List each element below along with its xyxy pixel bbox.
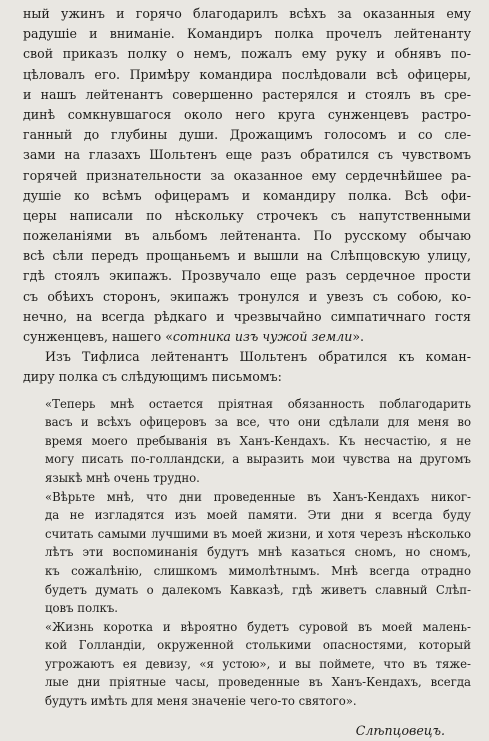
paragraph-main-last-line bbox=[23, 327, 471, 347]
letter-paragraph-3 bbox=[23, 618, 471, 711]
italic-phrase: сотника изъ чужой земли bbox=[172, 329, 353, 344]
quote-line: могу писать по-голландски, а выразить мои чувства на другомъ bbox=[45, 452, 471, 467]
text-line: диру полка съ слѣдующимъ письмомъ: bbox=[23, 369, 282, 385]
text-line: пожеланіями въ альбомъ лейтенанта. По русскому обычаю bbox=[23, 228, 471, 244]
text-run: ». bbox=[352, 329, 365, 344]
quote-line: цовъ полкъ. bbox=[45, 601, 118, 616]
quote-line: считать самыми лучшими въ моей жизни, и хотя черезъ нѣсколько bbox=[45, 526, 471, 541]
quote-line: лые дни пріятные часы, проведенные въ Ханъ-Кендахъ, всегда bbox=[45, 675, 471, 690]
quote-line: кой Голландіи, окруженной столькими опасностями, который bbox=[45, 638, 471, 653]
text-run: сунженцевъ, нашего « bbox=[23, 329, 173, 344]
text-line: гдѣ стоялъ экипажъ. Прозвучало еще разъ сердечное прости bbox=[23, 268, 471, 284]
text-line: нечно, на всегда рѣдкаго и чрезвычайно симпатичнаго гостя bbox=[23, 308, 471, 324]
text-line: зами на глазахъ Шольтенъ еще разъ обратился съ чувствомъ bbox=[23, 147, 471, 163]
letter-paragraph-2 bbox=[23, 488, 471, 618]
text-line: Изъ Тифлиса лейтенантъ Шольтенъ обратился къ коман- bbox=[45, 349, 471, 365]
quote-line: лѣтъ эти воспоминанія будутъ мнѣ казаться сномъ, но сномъ, bbox=[45, 545, 471, 560]
text-line: съ обѣихъ сторонъ, экипажъ тронулся и увезъ съ собою, ко- bbox=[23, 288, 471, 304]
quote-line: да не изгладятся изъ моей памяти. Эти дни я всегда буду bbox=[45, 508, 471, 523]
text-line: и нашъ лейтенантъ совершенно растерялся и стоялъ въ сре- bbox=[23, 86, 471, 102]
text-line: цѣловалъ его. Примѣру командира послѣдовали всѣ офицеры, bbox=[23, 66, 471, 82]
quote-line: «Жизнь коротка и вѣроятно будетъ суровой въ моей малень- bbox=[45, 619, 471, 634]
text-line: ганный до глубины души. Дрожащимъ голосомъ и со сле- bbox=[23, 127, 471, 143]
text-line: горячей признательности за оказанное ему сердечнѣйшее ра- bbox=[23, 167, 471, 183]
text-line: динѣ сомкнувшагося около него круга сунженцевъ растро- bbox=[23, 106, 471, 122]
signature: Слѣпцовецъ. bbox=[355, 722, 445, 738]
letter-paragraph-1 bbox=[23, 395, 471, 488]
quote-line: будутъ имѣть для меня значеніе чего-то святого». bbox=[45, 694, 357, 709]
text-line: радушіе и вниманіе. Командиръ полка прочелъ лейтенанту bbox=[23, 26, 471, 42]
paragraph-letter-intro bbox=[23, 347, 471, 387]
text-line: ный ужинъ и горячо благодарилъ всѣхъ за оказанныя ему bbox=[23, 6, 471, 21]
quote-line: «Теперь мнѣ остается пріятная обязанность поблагодарить bbox=[45, 396, 471, 411]
quote-line: «Вѣрьте мнѣ, что дни проведенные въ Ханъ-Кендахъ никог- bbox=[45, 489, 471, 504]
quote-line: васъ и всѣхъ офицеровъ за все, что они сдѣлали для меня во bbox=[45, 415, 471, 430]
quote-line: языкѣ мнѣ очень трудно. bbox=[45, 470, 200, 485]
paragraph-main bbox=[23, 4, 471, 327]
text-line: церы написали по нѣскольку строчекъ съ напутственными bbox=[23, 207, 471, 223]
quote-line: время моего пребыванія въ Ханъ-Кендахъ. Къ несчастію, я не bbox=[45, 433, 471, 448]
quote-line: угрожаютъ ея девизу, «я устою», и вы поймете, что въ тяже- bbox=[45, 656, 471, 671]
text-line: всѣ сѣли передъ прощаньемъ и вышли на Слѣпцовскую улицу, bbox=[23, 248, 471, 264]
quote-line: будетъ думать о далекомъ Кавказѣ, гдѣ живетъ славный Слѣп- bbox=[45, 582, 471, 597]
quote-line: къ сожалѣнію, слишкомъ мимолѣтнымъ. Мнѣ всегда отрадно bbox=[45, 563, 471, 578]
text-line: свой приказъ полку о немъ, пожалъ ему руку и обнявъ по- bbox=[23, 46, 471, 62]
text-line: душіе ко всѣмъ офицерамъ и командиру полка. Всѣ офи- bbox=[23, 187, 471, 203]
